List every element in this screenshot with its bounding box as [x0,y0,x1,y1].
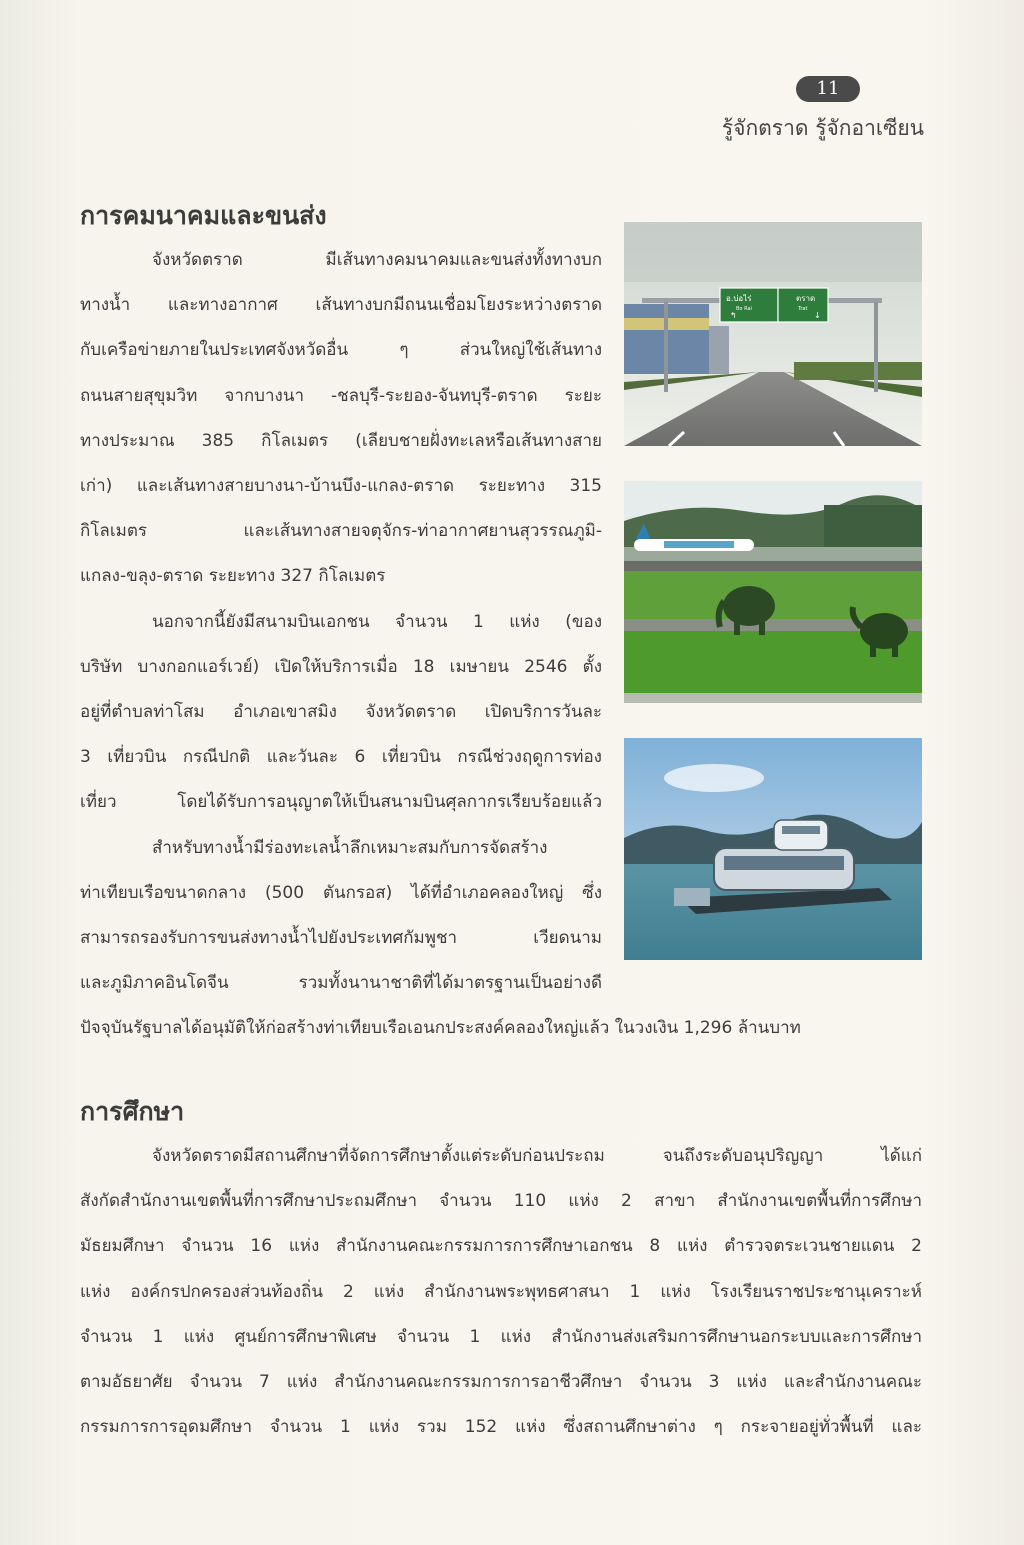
svg-text:↓: ↓ [814,311,821,320]
ferry-photo [624,738,922,960]
text-line: กิโลเมตร และเส้นทางสายจตุจักร-ท่าอากาศยานสุวรรณภูมิ- [80,521,602,542]
text-line: จังหวัดตราดมีสถานศึกษาที่จัดการศึกษาตั้งแต่ระดับก่อนประถม จนถึงระดับอนุปริญญา ได้แก่ [152,1146,922,1166]
airport-photo [624,481,922,703]
sign-text-right-sub: Trat [798,306,808,312]
running-title: รู้จักตราด รู้จักอาเซียน [721,116,924,140]
text-line: ตามอัธยาศัย จำนวน 7 แห่ง สำนักงานคณะกรรมการการอาชีวศึกษา จำนวน 3 แห่ง และสำนักงานคณะ [80,1372,922,1393]
text-line: แห่ง องค์กรปกครองส่วนท้องถิ่น 2 แห่ง สำนักงานพระพุทธศาสนา 1 แห่ง โรงเรียนราชประชานุเคราะห์ [80,1281,922,1302]
text-line: มัธยมศึกษา จำนวน 16 แห่ง สำนักงานคณะกรรมการการศึกษาเอกชน 8 แห่ง ตำรวจตระเวนชายแดน 2 [80,1236,922,1257]
text-line: จังหวัดตราด มีเส้นทางคมนาคมและขนส่งทั้งทางบก [152,250,602,270]
text-line-wide: ปัจจุบันรัฐบาลได้อนุมัติให้ก่อสร้างท่าเทียบเรือเอนกประสงค์คลองใหญ่แล้ว ในวงเงิน 1,296 ล้านบาท [80,1018,801,1039]
section-heading-education: การศึกษา [80,1097,185,1126]
svg-text:↰: ↰ [730,311,737,320]
sign-text-left-sub: Bo Rai [736,306,752,312]
text-line: แกลง-ขลุง-ตราด ระยะทาง 327 กิโลเมตร [80,566,386,587]
text-line: 3 เที่ยวบิน กรณีปกติ และวันละ 6 เที่ยวบิน กรณีช่วงฤดูการท่อง [80,747,602,768]
text-line: บริษัท บางกอกแอร์เวย์) เปิดให้บริการเมื่อ 18 เมษายน 2546 ตั้ง [80,656,602,677]
road-photo [624,222,922,446]
text-line: และภูมิภาคอินโดจีน รวมทั้งนานาชาติที่ได้มาตรฐานเป็นอย่างดี [80,973,602,994]
text-line: สังกัดสำนักงานเขตพื้นที่การศึกษาประถมศึกษา จำนวน 110 แห่ง 2 สาขา สำนักงานเขตพื้นที่การศึกษา [80,1191,922,1212]
text-line: สามารถรองรับการขนส่งทางน้ำไปยังประเทศกัมพูชา เวียดนาม [80,928,602,949]
text-line: นอกจากนี้ยังมีสนามบินเอกชน จำนวน 1 แห่ง (ของ [152,611,602,632]
text-line: กับเครือข่ายภายในประเทศจังหวัดอื่น ๆ ส่วนใหญ่ใช้เส้นทาง [80,340,602,361]
text-line: กรรมการการอุดมศึกษา จำนวน 1 แห่ง รวม 152 แห่ง ซึ่งสถานศึกษาต่าง ๆ กระจายอยู่ทั่วพื้นที่ และ [80,1417,922,1438]
sign-text-left: อ.บ่อไร่ [726,294,752,303]
page-number: 11 [796,76,860,102]
text-line: จำนวน 1 แห่ง ศูนย์การศึกษาพิเศษ จำนวน 1 แห่ง สำนักงานส่งเสริมการศึกษานอกระบบและการศึกษา [80,1326,922,1347]
sign-text-right: ตราด [796,294,816,303]
text-line: เที่ยว โดยได้รับการอนุญาตให้เป็นสนามบินศุลกากรเรียบร้อยแล้ว [80,792,602,813]
text-line: ท่าเทียบเรือขนาดกลาง (500 ตันกรอส) ได้ที่อำเภอคลองใหญ่ ซึ่ง [80,882,602,903]
text-line: อยู่ที่ตำบลท่าโสม อำเภอเขาสมิง จังหวัดตราด เปิดบริการวันละ [80,702,602,723]
education-paragraph [80,1134,922,1450]
text-line: ถนนสายสุขุมวิท จากบางนา -ชลบุรี-ระยอง-จันทบุรี-ตราด ระยะ [80,385,602,406]
text-line: เก่า) และเส้นทางสายบางนา-บ้านบึง-แกลง-ตราด ระยะทาง 315 [80,476,602,497]
text-line: ทางน้ำ และทางอากาศ เส้นทางบกมีถนนเชื่อมโยงระหว่างตราด [80,295,602,316]
text-line: สำหรับทางน้ำมีร่องทะเลน้ำลึกเหมาะสมกับการจัดสร้าง [152,837,548,858]
text-line: ทางประมาณ 385 กิโลเมตร (เลียบชายฝั่งทะเลหรือเส้นทางสาย [80,430,602,451]
section-heading-transport: การคมนาคมและขนส่ง [80,201,327,230]
